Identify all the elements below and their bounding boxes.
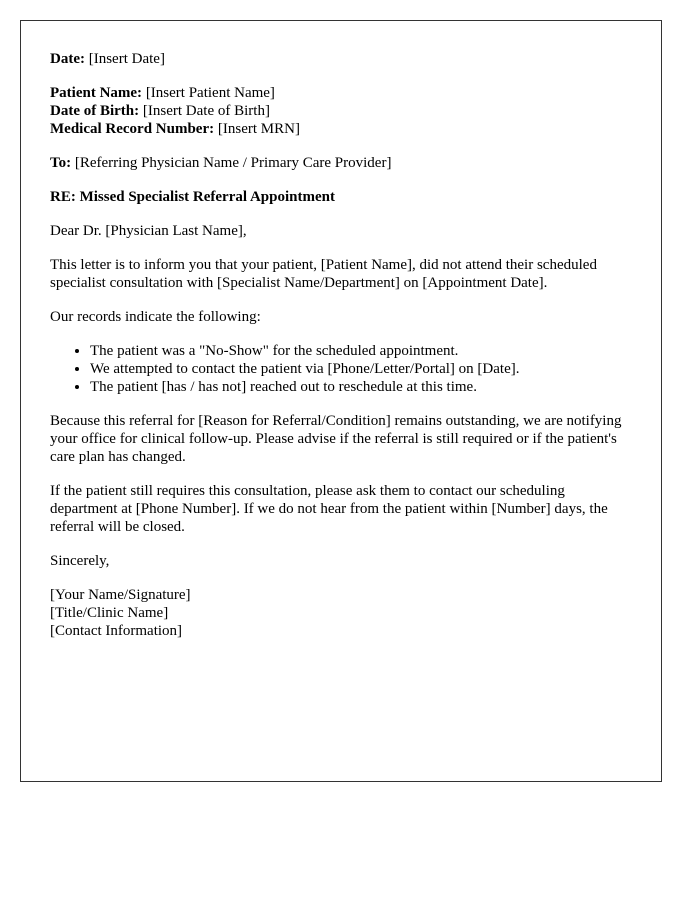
- salutation: Dear Dr. [Physician Last Name],: [50, 223, 247, 239]
- mrn-value: [Insert MRN]: [217, 121, 300, 137]
- intro-paragraph: This letter is to inform you that your patient, [Patient Name], did not attend their scheduled specialist consultation with [Specialist Name/Department] on [Appointment Date].: [50, 257, 597, 291]
- signature-contact: [Contact Information]: [50, 623, 183, 639]
- list-item: • The patient was a "No-Show" for the scheduled appointment.: [90, 342, 633, 360]
- date-value: [Insert Date]: [88, 51, 165, 67]
- list-item: • We attempted to contact the patient via [Phone/Letter/Portal] on [Date].: [90, 360, 633, 378]
- to-line: [50, 154, 633, 172]
- signoff: Sincerely,: [50, 553, 110, 569]
- subject: RE: Missed Specialist Referral Appointment: [50, 189, 335, 205]
- to-value: [Referring Physician Name / Primary Care Provider]: [74, 155, 392, 171]
- signature-block: [50, 586, 633, 640]
- dob-label: Date of Birth:: [50, 103, 140, 119]
- list-item: • The patient [has / has not] reached out to reschedule at this time.: [90, 378, 633, 396]
- signature-name: [Your Name/Signature]: [50, 587, 191, 603]
- date-line: [50, 50, 633, 68]
- signature-title: [Title/Clinic Name]: [50, 605, 169, 621]
- follow-up-paragraph: Because this referral for [Reason for Referral/Condition] remains outstanding, we are notifying your office for clinical follow-up. Please advise if the referral is still required or if the patient's care plan has changed.: [50, 413, 622, 465]
- mrn-label: Medical Record Number:: [50, 121, 215, 137]
- letter: [20, 20, 662, 782]
- scheduling-paragraph: If the patient still requires this consultation, please ask them to contact our scheduling department at [Phone Number]. If we do not hear from the patient within [Number] days, the referral will be closed.: [50, 483, 608, 535]
- dob-value: [Insert Date of Birth]: [142, 103, 270, 119]
- patient-name-value: [Insert Patient Name]: [145, 85, 275, 101]
- records-list: [50, 342, 633, 396]
- patient-info: [50, 84, 633, 138]
- subject-line: [50, 188, 633, 206]
- records-intro: Our records indicate the following:: [50, 309, 261, 325]
- to-label: To:: [50, 155, 72, 171]
- patient-name-label: Patient Name:: [50, 85, 143, 101]
- date-label: Date:: [50, 51, 85, 67]
